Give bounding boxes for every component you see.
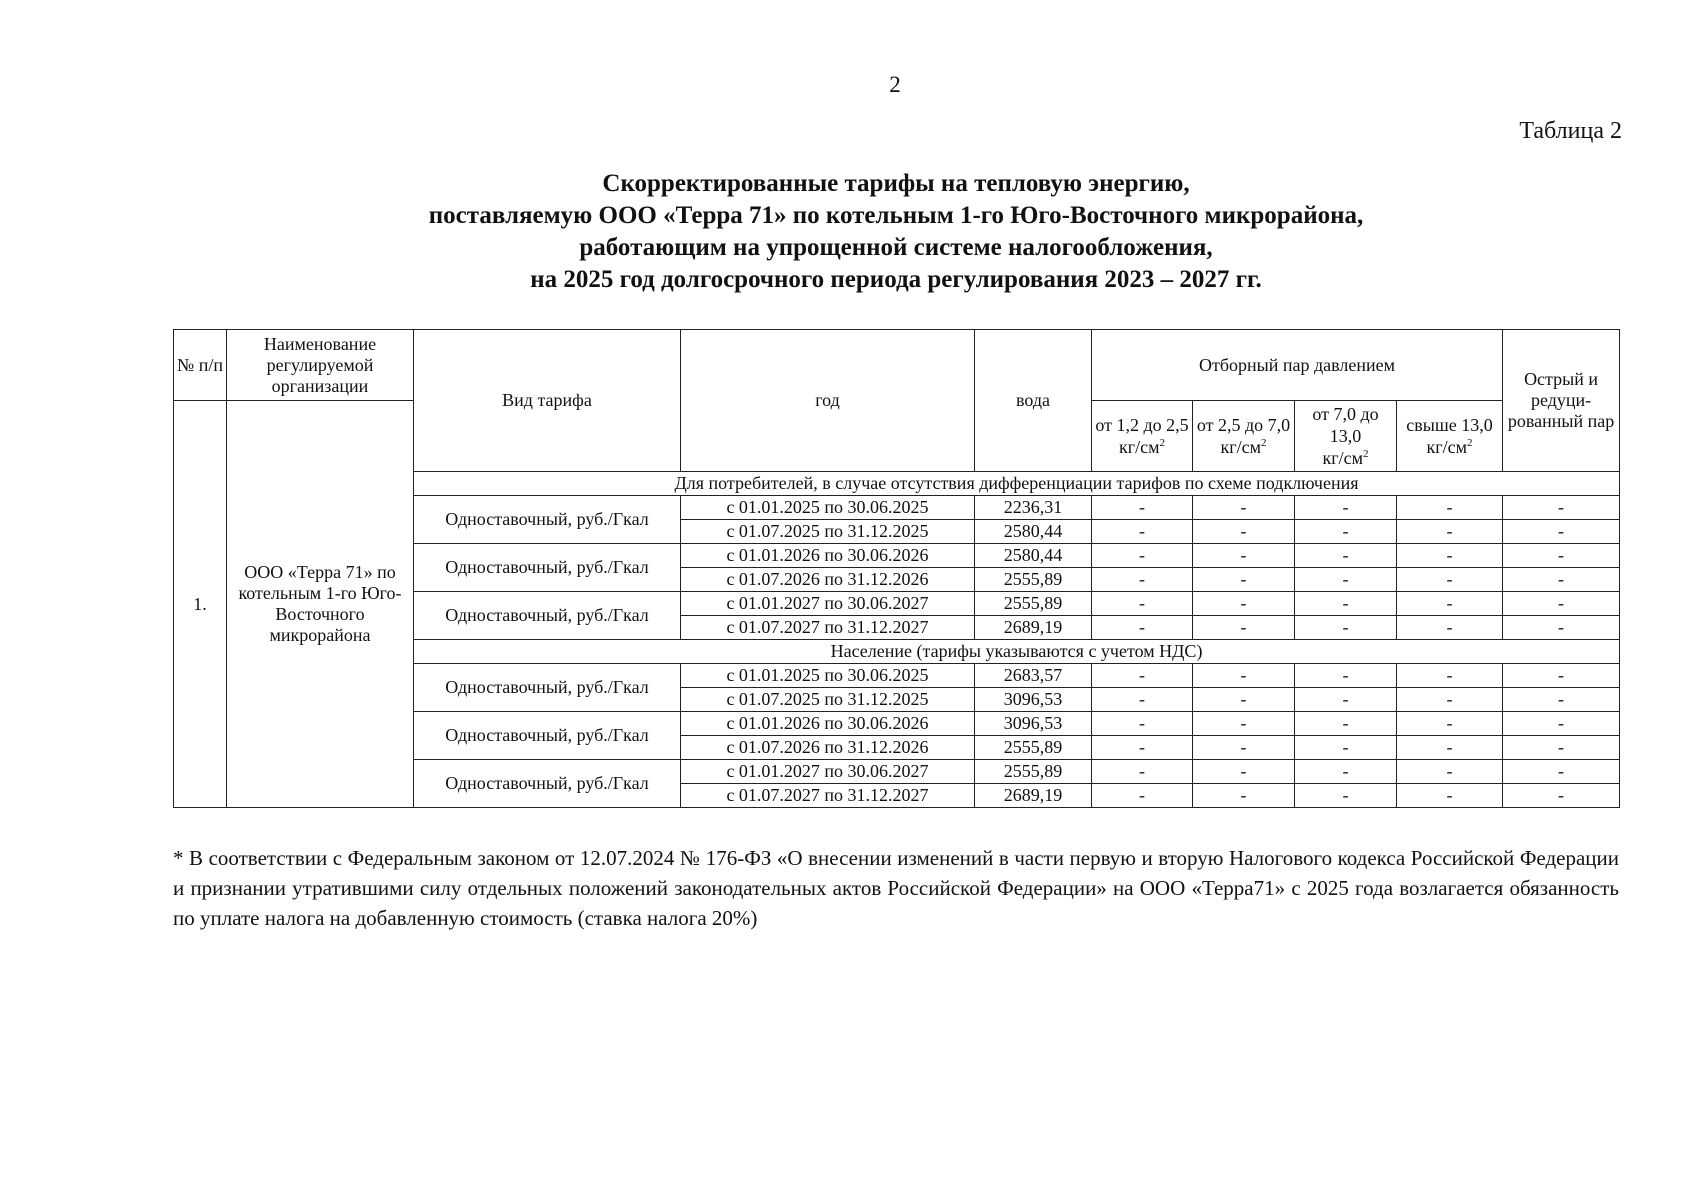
- steam-value-cell: -: [1193, 688, 1295, 712]
- pressure-range-label: от 1,2 до 2,5: [1095, 415, 1189, 435]
- unit-exponent: 2: [1261, 437, 1267, 449]
- steam-value-cell: -: [1503, 496, 1620, 520]
- header-steam: Отборный пар давлением: [1092, 330, 1503, 401]
- steam-value-cell: -: [1397, 568, 1503, 592]
- pressure-unit: кг/см: [1426, 437, 1468, 457]
- water-value-cell: 2580,44: [975, 544, 1092, 568]
- steam-value-cell: -: [1397, 688, 1503, 712]
- header-row: [174, 330, 1620, 401]
- steam-value-cell: -: [1397, 616, 1503, 640]
- header-tariff-type: Вид тарифа: [414, 330, 681, 472]
- steam-value-cell: -: [1193, 784, 1295, 808]
- title-line: на 2025 год долгосрочного периода регулирования 2023 – 2027 гг.: [530, 266, 1262, 293]
- water-value-cell: 2555,89: [975, 760, 1092, 784]
- period-cell: с 01.07.2027 по 31.12.2027: [681, 784, 975, 808]
- steam-value-cell: -: [1397, 544, 1503, 568]
- steam-value-cell: -: [1193, 520, 1295, 544]
- steam-value-cell: -: [1193, 496, 1295, 520]
- steam-value-cell: -: [1503, 544, 1620, 568]
- organization-name: ООО «Терра 71» по котельным 1-го Юго-Восточного микрорайона: [227, 401, 414, 808]
- unit-exponent: 2: [1467, 437, 1473, 449]
- steam-value-cell: -: [1092, 712, 1193, 736]
- header-org-name: Наименование регулируемой организации: [227, 330, 414, 401]
- period-cell: с 01.01.2027 по 30.06.2027: [681, 592, 975, 616]
- steam-value-cell: -: [1295, 592, 1397, 616]
- title-line: работающим на упрощенной системе налогообложения,: [579, 234, 1213, 261]
- steam-value-cell: -: [1193, 712, 1295, 736]
- steam-value-cell: -: [1295, 664, 1397, 688]
- steam-value-cell: -: [1503, 784, 1620, 808]
- water-value-cell: 2580,44: [975, 520, 1092, 544]
- header-pressure-range: [1193, 401, 1295, 472]
- steam-value-cell: -: [1503, 712, 1620, 736]
- pressure-range-label: свыше 13,0: [1406, 415, 1493, 435]
- period-cell: с 01.01.2025 по 30.06.2025: [681, 496, 975, 520]
- steam-value-cell: -: [1295, 520, 1397, 544]
- header-sharp-steam: Острый и редуци-рованный пар: [1503, 330, 1620, 472]
- steam-value-cell: -: [1295, 544, 1397, 568]
- steam-value-cell: -: [1397, 520, 1503, 544]
- steam-value-cell: -: [1397, 664, 1503, 688]
- section-title: Население (тарифы указываются с учетом НДС): [414, 640, 1620, 664]
- unit-exponent: 2: [1363, 448, 1369, 460]
- water-value-cell: 2683,57: [975, 664, 1092, 688]
- steam-value-cell: -: [1092, 544, 1193, 568]
- steam-value-cell: -: [1193, 592, 1295, 616]
- steam-value-cell: -: [1295, 736, 1397, 760]
- steam-value-cell: -: [1295, 712, 1397, 736]
- header-water: вода: [975, 330, 1092, 472]
- document-title: [173, 168, 1619, 296]
- tariff-table: [173, 329, 1620, 808]
- steam-value-cell: -: [1503, 760, 1620, 784]
- water-value-cell: 2555,89: [975, 736, 1092, 760]
- steam-value-cell: -: [1503, 616, 1620, 640]
- tariff-type-cell: Одноставочный, руб./Гкал: [414, 760, 681, 808]
- period-cell: с 01.07.2026 по 31.12.2026: [681, 568, 975, 592]
- section-title: Для потребителей, в случае отсутствия дифференциации тарифов по схеме подключения: [414, 472, 1620, 496]
- steam-value-cell: -: [1397, 784, 1503, 808]
- steam-value-cell: -: [1397, 760, 1503, 784]
- water-value-cell: 2555,89: [975, 568, 1092, 592]
- header-pressure-range: [1397, 401, 1503, 472]
- steam-value-cell: -: [1092, 760, 1193, 784]
- water-value-cell: 2689,19: [975, 616, 1092, 640]
- steam-value-cell: -: [1295, 784, 1397, 808]
- steam-value-cell: -: [1503, 664, 1620, 688]
- steam-value-cell: -: [1397, 496, 1503, 520]
- steam-value-cell: -: [1092, 592, 1193, 616]
- water-value-cell: 3096,53: [975, 712, 1092, 736]
- steam-value-cell: -: [1503, 520, 1620, 544]
- steam-value-cell: -: [1092, 616, 1193, 640]
- period-cell: с 01.01.2026 по 30.06.2026: [681, 712, 975, 736]
- steam-value-cell: -: [1193, 736, 1295, 760]
- footnote: * В соответствии с Федеральным законом от 12.07.2024 № 176-ФЗ «О внесении изменений в части первую и вторую Налогового кодекса Российской Федерации и признании утратившими силу отдельных положений законодательных актов Российской Федерации» на ООО «Терра71» с 2025 года возлагается обязанность по уплате налога на добавленную стоимость (ставка налога 20%): [173, 846, 1619, 930]
- steam-value-cell: -: [1397, 712, 1503, 736]
- water-value-cell: 2236,31: [975, 496, 1092, 520]
- period-cell: с 01.01.2027 по 30.06.2027: [681, 760, 975, 784]
- water-value-cell: 3096,53: [975, 688, 1092, 712]
- tariff-type-cell: Одноставочный, руб./Гкал: [414, 712, 681, 760]
- steam-value-cell: -: [1295, 568, 1397, 592]
- title-line: Скорректированные тарифы на тепловую энергию,: [602, 170, 1190, 197]
- period-cell: с 01.07.2026 по 31.12.2026: [681, 736, 975, 760]
- steam-value-cell: -: [1193, 568, 1295, 592]
- steam-value-cell: -: [1295, 496, 1397, 520]
- steam-value-cell: -: [1503, 568, 1620, 592]
- header-pressure-range: [1295, 401, 1397, 472]
- pressure-unit: кг/см: [1220, 437, 1261, 457]
- header-pressure-range: [1092, 401, 1193, 472]
- steam-value-cell: -: [1092, 688, 1193, 712]
- steam-value-cell: -: [1295, 760, 1397, 784]
- steam-value-cell: -: [1092, 496, 1193, 520]
- steam-value-cell: -: [1397, 592, 1503, 616]
- pressure-range-label: от 7,0 до 13,0: [1312, 404, 1379, 446]
- unit-exponent: 2: [1159, 437, 1165, 449]
- steam-value-cell: -: [1503, 592, 1620, 616]
- header-num: № п/п: [174, 330, 227, 401]
- table-label: Таблица 2: [1519, 118, 1622, 144]
- tariff-type-cell: Одноставочный, руб./Гкал: [414, 544, 681, 592]
- row-number: 1.: [174, 401, 227, 808]
- steam-value-cell: -: [1092, 784, 1193, 808]
- pressure-range-label: от 2,5 до 7,0: [1196, 415, 1291, 435]
- steam-value-cell: -: [1193, 664, 1295, 688]
- pressure-unit: кг/см: [1118, 437, 1160, 457]
- page-number: 2: [889, 72, 901, 97]
- water-value-cell: 2555,89: [975, 592, 1092, 616]
- period-cell: с 01.07.2027 по 31.12.2027: [681, 616, 975, 640]
- period-cell: с 01.07.2025 по 31.12.2025: [681, 520, 975, 544]
- steam-value-cell: -: [1295, 688, 1397, 712]
- steam-value-cell: -: [1503, 688, 1620, 712]
- steam-value-cell: -: [1092, 736, 1193, 760]
- steam-value-cell: -: [1503, 736, 1620, 760]
- steam-value-cell: -: [1397, 736, 1503, 760]
- steam-value-cell: -: [1092, 568, 1193, 592]
- steam-value-cell: -: [1193, 544, 1295, 568]
- period-cell: с 01.01.2026 по 30.06.2026: [681, 544, 975, 568]
- steam-value-cell: -: [1092, 520, 1193, 544]
- tariff-type-cell: Одноставочный, руб./Гкал: [414, 592, 681, 640]
- tariff-type-cell: Одноставочный, руб./Гкал: [414, 664, 681, 712]
- tariff-table-body: [174, 330, 1620, 808]
- steam-value-cell: -: [1193, 760, 1295, 784]
- water-value-cell: 2689,19: [975, 784, 1092, 808]
- title-line: поставляемую ООО «Терра 71» по котельным 1-го Юго-Восточного микрорайона,: [428, 202, 1364, 229]
- period-cell: с 01.01.2025 по 30.06.2025: [681, 664, 975, 688]
- period-cell: с 01.07.2025 по 31.12.2025: [681, 688, 975, 712]
- steam-value-cell: -: [1295, 616, 1397, 640]
- steam-value-cell: -: [1193, 616, 1295, 640]
- pressure-unit: кг/см: [1322, 448, 1363, 468]
- header-year: год: [681, 330, 975, 472]
- steam-value-cell: -: [1092, 664, 1193, 688]
- tariff-type-cell: Одноставочный, руб./Гкал: [414, 496, 681, 544]
